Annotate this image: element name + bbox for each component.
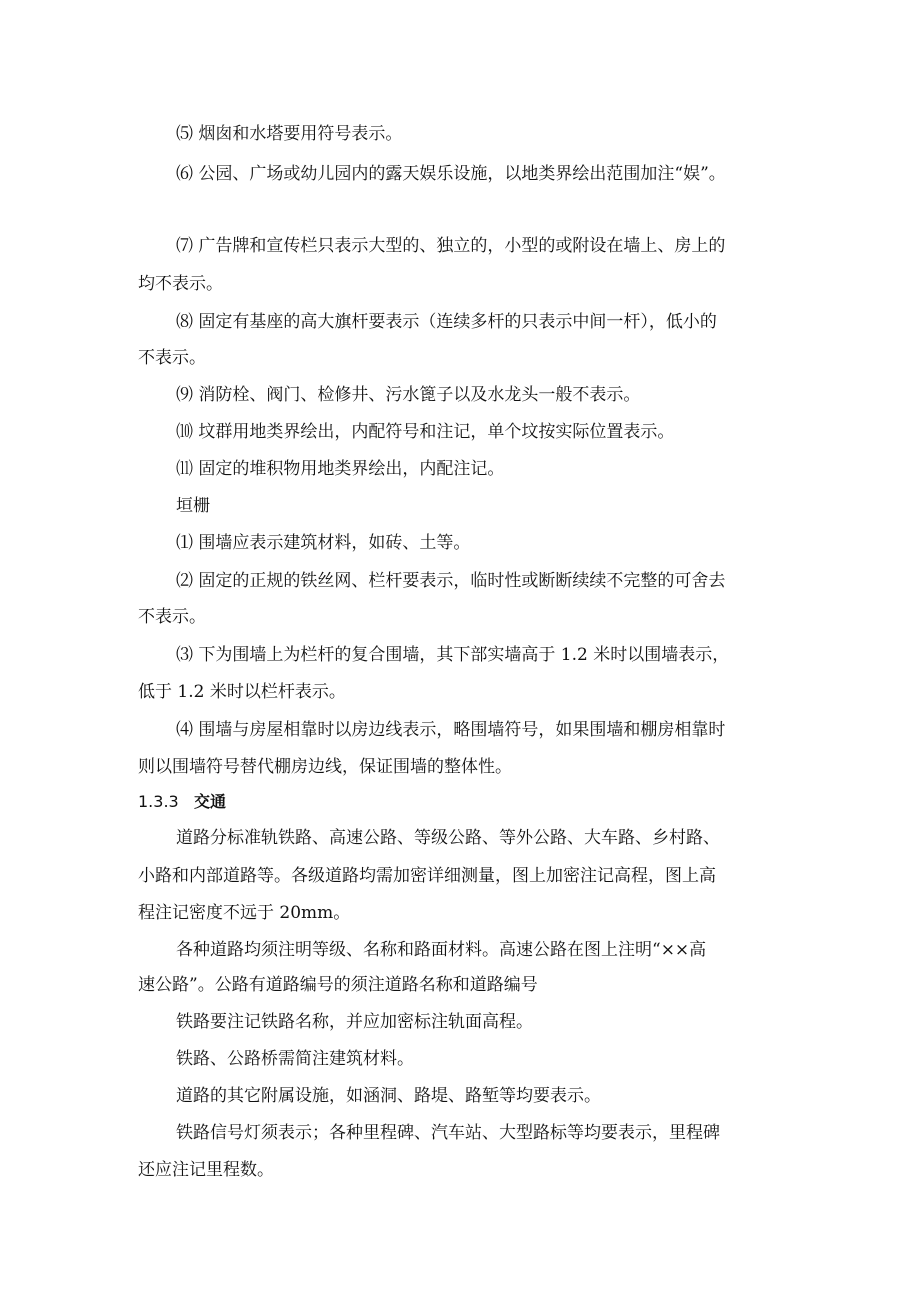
section-heading [138, 790, 788, 814]
text-line: ⑹ 公园、广场或幼儿园内的露天娱乐设施，以地类界绘出范围加注“娱”。 [176, 164, 726, 184]
text-line: 小路和内部道路等。各级道路均需加密详细测量，图上加密注记高程，图上高 [138, 866, 716, 886]
section-number: 1.3.3 [138, 792, 179, 811]
text-line: 程注记密度不远于 20mm。 [138, 903, 351, 923]
text-line: 不表示。 [138, 348, 206, 368]
text-line: ⑵ 固定的正规的铁丝网、栏杆要表示，临时性或断断续续不完整的可舍去 [176, 571, 726, 591]
text-line: ⑾ 固定的堆积物用地类界绘出，内配注记。 [176, 459, 505, 479]
text-line: 还应注记里程数。 [138, 1160, 274, 1180]
text-line: 道路分标准轨铁路、高速公路、等级公路、等外公路、大车路、乡村路、 [176, 828, 720, 848]
text-line: ⑽ 坟群用地类界绘出，内配符号和注记，单个坟按实际位置表示。 [176, 422, 675, 442]
text-line: 不表示。 [138, 607, 206, 627]
text-line: 垣栅 [176, 496, 210, 516]
text-line: 低于 1.2 米时以栏杆表示。 [138, 682, 346, 702]
text-line: 铁路信号灯须表示；各种里程碑、汽车站、大型路标等均要表示，里程碑 [176, 1123, 720, 1143]
text-line: 则以围墙符号替代棚房边线，保证围墙的整体性。 [138, 757, 512, 777]
text-line: ⑼ 消防栓、阀门、检修井、污水篦子以及水龙头一般不表示。 [176, 385, 641, 405]
text-line: ⑷ 围墙与房屋相靠时以房边线表示，略围墙符号，如果围墙和棚房相靠时 [176, 720, 726, 740]
text-line: 铁路要注记铁路名称，并应加密标注轨面高程。 [176, 1012, 533, 1032]
text-line: ⑻ 固定有基座的高大旗杆要表示（连续多杆的只表示中间一杆），低小的 [176, 312, 717, 332]
text-line: ⑺ 广告牌和宣传栏只表示大型的、独立的，小型的或附设在墙上、房上的 [176, 236, 726, 256]
section-title: 交通 [194, 792, 227, 811]
text-line: ⑴ 围墙应表示建筑材料，如砖、土等。 [176, 533, 471, 553]
text-line: 均不表示。 [138, 274, 223, 294]
text-line: ⑸ 烟囱和水塔要用符号表示。 [176, 124, 403, 144]
text-line: 各种道路均须注明等级、名称和路面材料。高速公路在图上注明“××高 [176, 940, 707, 960]
text-line: ⑶ 下为围墙上为栏杆的复合围墙，其下部实墙高于 1.2 米时以围墙表示， [176, 645, 730, 665]
text-line: 铁路、公路桥需简注建筑材料。 [176, 1049, 414, 1069]
text-line: 速公路”。公路有道路编号的须注道路名称和道路编号 [138, 975, 538, 995]
text-line: 道路的其它附属设施，如涵洞、路堤、路堑等均要表示。 [176, 1086, 601, 1106]
